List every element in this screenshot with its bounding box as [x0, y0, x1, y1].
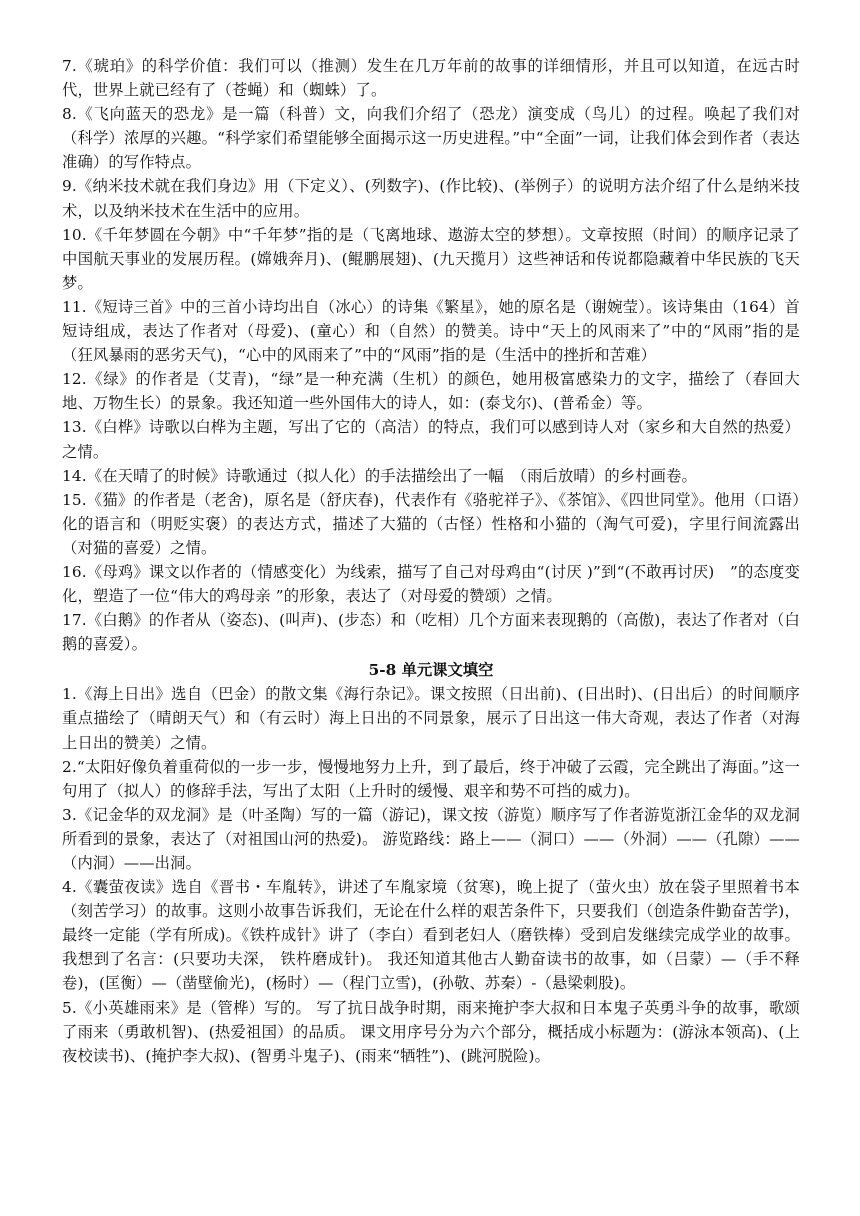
item-14-sunny-day: 14.《在天晴了的时候》诗歌通过（拟人化）的手法描绘出了一幅 （雨后放晴）的乡村画卷。	[62, 466, 698, 485]
item-5-little-hero: 5.《小英雄雨来》是（管桦）写的。 写了抗日战争时期，雨来掩护李大叔和日本鬼子英勇斗争的故事，歌颂了雨来（勇敢机智)、(热爱祖国）的品质。 课文用序号分为六个部分，概括成小标题为：(游泳本领高)、(上夜校读书)、(掩护李大叔)、(智勇斗鬼子)、(雨来“牺牲”)、(跳河脱险)。	[62, 998, 800, 1065]
item-9-nanotech: 9.《纳米技术就在我们身边》用（下定义）、(列数字)、(作比较)、(举例子）的说明方法介绍了什么是纳米技术，以及纳米技术在生活中的应用。	[62, 177, 800, 220]
item-10-space-dream: 10.《千年梦圆在今朝》中“千年梦”指的是（飞离地球、遨游太空的梦想）。文章按照（时间）的顺序记录了中国航天事业的发展历程。(嫦娥奔月)、(鲲鹏展翅)、(九天揽月）这些神话和传说都隐藏着中华民族的飞天梦。	[62, 225, 800, 292]
item-11-short-poems: 11.《短诗三首》中的三首小诗均出自（冰心）的诗集《繁星》，她的原名是（谢婉莹）。该诗集由（164）首短诗组成，表达了作者对（母爱)、(童心）和（自然）的赞美。诗中“天上的风雨来了”中的“风雨”指的是（狂风暴雨的恶劣天气)，“心中的风雨来了”中的“风雨”指的是（生活中的挫折和苦难）	[62, 297, 800, 365]
item-2-rhetoric: 2.“太阳好像负着重荷似的一步一步，慢慢地努力上升，到了最后，终于冲破了云霞，完全跳出了海面。”这一句用了（拟人）的修辞手法，写出了太阳（上升时的缓慢、艰辛和势不可挡的威力)。	[62, 757, 800, 800]
item-15-cat: 15.《猫》的作者是（老舍)，原名是（舒庆春)，代表作有《骆驼祥子》、《茶馆》、《四世同堂》。他用（口语）化的语言和（明贬实褒）的表达方式，描述了大猫的（古怪）性格和小猫的（淘气可爱)，字里行间流露出（对猫的喜爱）之情。	[62, 490, 800, 557]
item-8-dinosaur: 8.《飞向蓝天的恐龙》是一篇（科普）文，向我们介绍了（恐龙）演变成（鸟儿）的过程。唤起了我们对（科学）浓厚的兴趣。“科学家们希望能够全面揭示这一历史进程。”中“全面”一词，让我们体会到作者（表达准确）的写作特点。	[62, 105, 800, 172]
item-12-green: 12.《绿》的作者是（艾青)，“绿”是一种充满（生机）的颜色，她用极富感染力的文字，描绘了（春回大地、万物生长）的景象。我还知道一些外国伟大的诗人，如：(泰戈尔)、(普希金）等。	[62, 370, 800, 413]
item-1-sunrise: 1.《海上日出》选自（巴金）的散文集《海行杂记》。课文按照（日出前)、(日出时)、(日出后）的时间顺序重点描绘了（晴朗天气）和（有云时）海上日出的不同景象，展示了日出这一伟大奇观，表达了作者（对海上日出的赞美）之情。	[62, 685, 800, 752]
item-13-birch: 13.《白桦》诗歌以白桦为主题，写出了它的（高洁）的特点，我们可以感到诗人对（家乡和大自然的热爱）之情。	[62, 418, 800, 461]
item-16-hen: 16.《母鸡》课文以作者的（情感变化）为线索，描写了自己对母鸡由“(讨厌 )”到“(不敢再讨厌) ”的态度变化，塑造了一位“伟大的鸡母亲 ”的形象，表达了（对母爱的赞颂）之情。	[62, 562, 800, 606]
item-7-amber: 7.《琥珀》的科学价值：我们可以（推测）发生在几万年前的故事的详细情形，并且可以知道，在远古时代，世界上就已经有了（苍蝇）和（蜘蛛）了。	[62, 57, 800, 100]
item-17-goose: 17.《白鹅》的作者从（姿态)、(叫声)、(步态）和（吃相）几个方面来表现鹅的（高傲)，表达了作者对（白鹅的喜爱）。	[62, 611, 800, 654]
item-3-double-dragon-cave: 3.《记金华的双龙洞》是（叶圣陶）写的一篇（游记)，课文按（游览）顺序写了作者游览浙江金华的双龙洞所看到的景象，表达了（对祖国山河的热爱)。 游览路线：路上——（洞口）——（外洞）——（孔隙）——（内洞）——出洞。	[62, 805, 800, 872]
section-title: 5-8 单元课文填空	[368, 661, 494, 680]
item-4-firefly-reading: 4.《囊萤夜读》选自《晋书・车胤转》，讲述了车胤家境（贫寒)，晚上捉了（萤火虫）放在袋子里照着书本（刻苦学习）的故事。这则小故事告诉我们，无论在什么样的艰苦条件下，只要我们（创造条件勤奋苦学)，最终一定能（学有所成)。《铁杵成针》讲了（李白）看到老妇人（磨铁棒）受到启发继续完成学业的故事。我想到了名言：(只要功夫深， 铁杵磨成针)。 我还知道其他古人勤奋读书的故事，如（吕蒙）—（手不释卷)，(匡衡）—（凿壁偷光)，(杨时）—（程门立雪)，(孙敬、苏秦）-（悬梁刺股)。	[62, 878, 800, 993]
